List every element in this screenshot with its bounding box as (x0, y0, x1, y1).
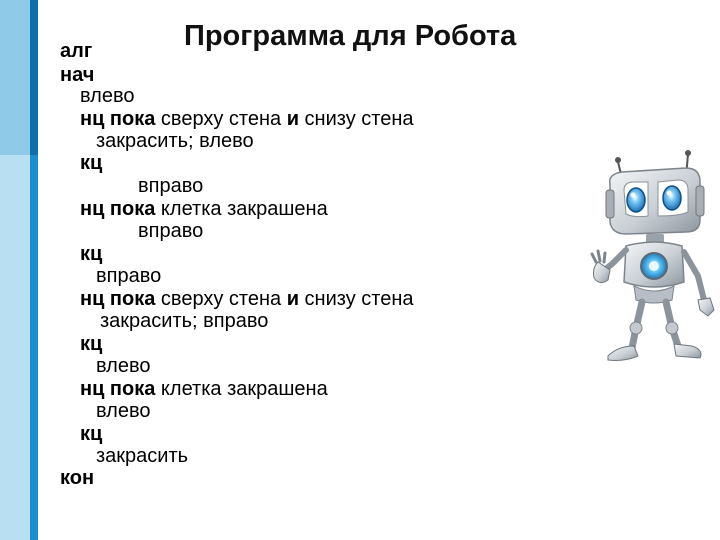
code-keyword: кц (80, 333, 103, 355)
code-line (100, 309, 268, 333)
code-line (80, 107, 414, 131)
code-keyword: кц (80, 152, 103, 174)
code-line (96, 129, 254, 153)
code-text: влево (80, 85, 135, 107)
code-line (80, 151, 102, 175)
code-keyword: и (286, 288, 299, 310)
code-keyword: нач (60, 64, 95, 86)
code-text: закрасить (96, 445, 189, 467)
code-line (80, 332, 102, 356)
code-text: влево (96, 400, 151, 422)
code-keyword: нц пока (80, 288, 156, 310)
code-text: снизу стена (299, 108, 414, 130)
code-line (60, 39, 92, 63)
code-keyword: нц пока (80, 378, 156, 400)
code-keyword: нц пока (80, 108, 156, 130)
code-text: клетка закрашена (155, 378, 328, 400)
code-text: влево (96, 355, 151, 377)
code-keyword: алг (60, 40, 93, 62)
code-text: сверху стена (155, 288, 287, 310)
robot-icon (588, 150, 720, 365)
code-keyword: нц пока (80, 198, 156, 220)
code-text: закрасить; влево (96, 130, 254, 152)
code-text: вправо (96, 265, 162, 287)
slide-title: Программа для Робота (184, 20, 517, 52)
code-line (80, 242, 102, 266)
code-text: сверху стена (155, 108, 287, 130)
code-line (96, 354, 150, 378)
code-line (138, 219, 203, 243)
code-line (80, 197, 328, 221)
code-line (138, 174, 203, 198)
code-text: снизу стена (299, 288, 414, 310)
code-line (80, 377, 328, 401)
code-line (96, 444, 188, 468)
code-line (96, 399, 150, 423)
code-keyword: кц (80, 423, 103, 445)
code-line (80, 287, 414, 311)
code-text: закрасить; вправо (100, 310, 269, 332)
code-keyword: и (286, 108, 299, 130)
code-text: вправо (138, 175, 204, 197)
code-keyword: кон (60, 467, 95, 489)
code-line (60, 466, 94, 490)
code-line (96, 264, 161, 288)
code-line (80, 84, 134, 108)
code-text: вправо (138, 220, 204, 242)
code-text: клетка закрашена (155, 198, 328, 220)
code-keyword: кц (80, 243, 103, 265)
code-line (80, 422, 102, 446)
